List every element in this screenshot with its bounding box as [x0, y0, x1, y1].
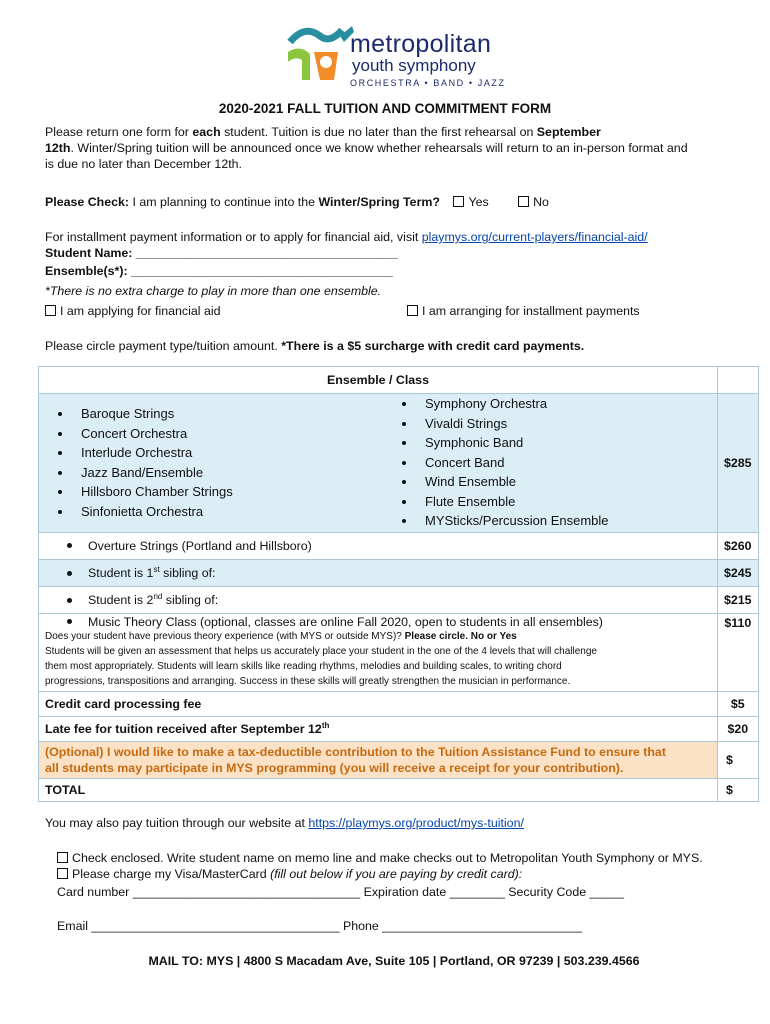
- extra-note: *There is no extra charge to play in more than one ensemble.: [45, 284, 382, 298]
- intro-paragraph: Please return one form for each student. Tuition is due no later than the first rehearsal on September 12th. Winter/Spring tuition will be announced once we know whether rehearsals will return to an in-person format and is due no later than December 12th.: [45, 125, 688, 171]
- logo-sub: youth symphony: [352, 56, 476, 75]
- amount-215: $215: [718, 587, 759, 614]
- table-row[interactable]: (Optional) I would like to make a tax-deductible contribution to the Tuition Assistance Fund to ensure that all students may participate in MYS programming (you will receive a receipt for your contribution). $: [39, 742, 759, 779]
- table-header-row: [39, 367, 759, 394]
- amount-285[interactable]: $285: [718, 394, 759, 533]
- total-amount: $: [718, 779, 759, 802]
- list-item: • Vivaldi Strings: [417, 414, 717, 434]
- list-item: • Interlude Orchestra: [73, 443, 383, 463]
- financial-aid-link[interactable]: playmys.org/current-players/financial-aid/: [421, 230, 648, 244]
- tuition-table: [38, 366, 759, 802]
- amount-5: $5: [718, 692, 759, 717]
- ensemble-list-right: [383, 394, 717, 531]
- form-title: 2020-2021 FALL TUITION AND COMMITMENT FORM: [218, 101, 552, 116]
- contact-info-line[interactable]: Email ____________________________________ Phone _____________________________: [57, 919, 583, 933]
- ensemble-list-left: [39, 404, 383, 531]
- student-name-field[interactable]: Student Name: ______________________________________: [45, 246, 398, 260]
- list-item: • Concert Band: [417, 453, 717, 473]
- online-payment: You may also pay tuition through our website at https://playmys.org/product/mys-tuition/: [45, 816, 524, 830]
- table-row[interactable]: Student is 1st sibling of: $245: [39, 560, 759, 587]
- table-row[interactable]: Credit card processing fee $5: [39, 692, 759, 717]
- logo-name: metropolitan: [350, 30, 492, 58]
- table-row[interactable]: Music Theory Class (optional, classes are online Fall 2020, open to students in all ensembles) Does your student have previous theory experience (with MYS or outside MYS)? Please circle. No or Yes Students will be given an assessment that helps us accurately place your student in the one of the 4 levels that will challenge them most appropriately. Students will learn skills like reading rhythms, melodies and building scales, to writing chord progressions, transpositions and arranging. Success in these skills will greatly strengthen the musician in performance. $110: [39, 614, 759, 692]
- installment-info: For installment payment information or to apply for financial aid, visit playmys.org/current-players/financial-aid/: [45, 230, 648, 244]
- ensembles-field[interactable]: Ensemble(s*): ______________________________________: [45, 264, 393, 278]
- list-item: • MYSticks/Percussion Ensemble: [417, 511, 717, 531]
- table-row[interactable]: TOTAL $: [39, 779, 759, 802]
- table-row[interactable]: Late fee for tuition received after September 12th $20: [39, 717, 759, 742]
- financial-aid-checkbox[interactable]: I am applying for financial aid: [45, 304, 220, 318]
- no-checkbox[interactable]: No: [518, 195, 549, 209]
- amount-260: $260: [718, 533, 759, 560]
- table-header: Ensemble / Class: [39, 367, 718, 394]
- list-item: • Sinfonietta Orchestra: [73, 502, 383, 522]
- list-item: • Concert Orchestra: [73, 424, 383, 444]
- logo-tagline: ORCHESTRA • BAND • JAZZ: [350, 78, 506, 88]
- amount-20: $20: [718, 717, 759, 742]
- contribution-amount: $: [718, 742, 759, 779]
- mailing-address: MAIL TO: MYS | 4800 S Macadam Ave, Suite 105 | Portland, OR 97239 | 503.239.4566: [148, 954, 640, 968]
- amount-245: $245: [718, 560, 759, 587]
- card-info-line[interactable]: Card number _________________________________ Expiration date ________ Security Code _____: [57, 885, 624, 899]
- charge-card-checkbox[interactable]: Please charge my Visa/MasterCard (fill out below if you are paying by credit card):: [57, 867, 522, 881]
- list-item: • Hillsboro Chamber Strings: [73, 482, 383, 502]
- amount-110: $110: [718, 614, 759, 692]
- table-row[interactable]: Overture Strings (Portland and Hillsboro) $260: [39, 533, 759, 560]
- list-item: • Wind Ensemble: [417, 472, 717, 492]
- continue-question: Please Check: I am planning to continue into the Winter/Spring Term? Yes No: [45, 195, 549, 209]
- list-item: • Flute Ensemble: [417, 492, 717, 512]
- table-row[interactable]: Student is 2nd sibling of: $215: [39, 587, 759, 614]
- list-item: • Baroque Strings: [73, 404, 383, 424]
- circle-instruction: Please circle payment type/tuition amount. *There is a $5 surcharge with credit card payments.: [45, 339, 585, 353]
- check-enclosed-checkbox[interactable]: Check enclosed. Write student name on memo line and make checks out to Metropolitan Youth Symphony or MYS.: [57, 851, 747, 865]
- list-item: • Symphonic Band: [417, 433, 717, 453]
- installments-checkbox[interactable]: I am arranging for installment payments: [407, 304, 640, 318]
- table-row[interactable]: [39, 394, 759, 533]
- list-item: • Jazz Band/Ensemble: [73, 463, 383, 483]
- mys-logo-icon: [280, 22, 355, 86]
- tuition-link[interactable]: https://playmys.org/product/mys-tuition/: [308, 816, 524, 830]
- yes-checkbox[interactable]: Yes: [453, 195, 488, 209]
- list-item: • Symphony Orchestra: [417, 394, 717, 414]
